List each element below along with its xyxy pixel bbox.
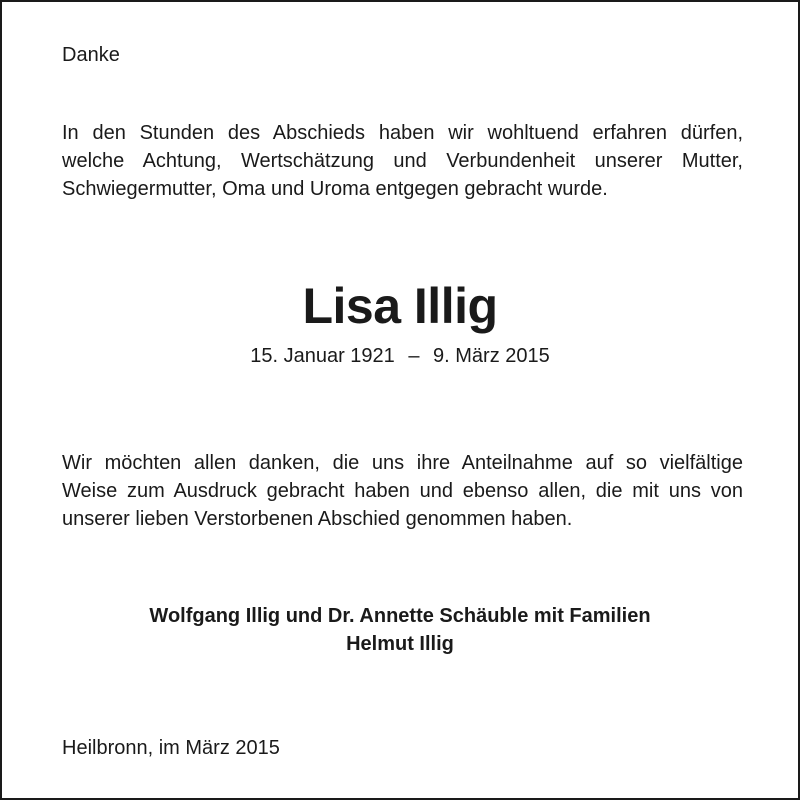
signer-line: Wolfgang Illig und Dr. Annette Schäuble mit Familien	[149, 605, 651, 627]
thanks-line: Wir möchten allen danken, die uns ihre Anteilnahme auf so vielfältige	[62, 452, 743, 474]
birth-date: 15. Januar 1921	[250, 345, 395, 367]
signer-line: Helmut Illig	[346, 633, 454, 655]
date-separator: –	[408, 345, 420, 367]
death-date: 9. März 2015	[433, 345, 550, 367]
intro-line: Schwiegermutter, Oma und Uroma entgegen gebracht wurde.	[62, 178, 608, 200]
intro-line: welche Achtung, Wertschätzung und Verbundenheit unserer Mutter,	[62, 150, 743, 172]
place-and-date: Heilbronn, im März 2015	[62, 737, 280, 759]
notice-heading: Danke	[62, 44, 120, 66]
deceased-name: Lisa Illig	[302, 278, 498, 334]
thanks-line: unserer lieben Verstorbenen Abschied genommen haben.	[62, 508, 573, 530]
thanks-paragraph	[62, 449, 743, 533]
intro-line: In den Stunden des Abschieds haben wir wohltuend erfahren dürfen,	[62, 122, 743, 144]
thanks-line: Weise zum Ausdruck gebracht haben und ebenso allen, die mit uns von	[62, 480, 743, 502]
intro-paragraph	[62, 119, 743, 203]
life-dates	[2, 343, 798, 369]
signers-block	[2, 602, 798, 658]
